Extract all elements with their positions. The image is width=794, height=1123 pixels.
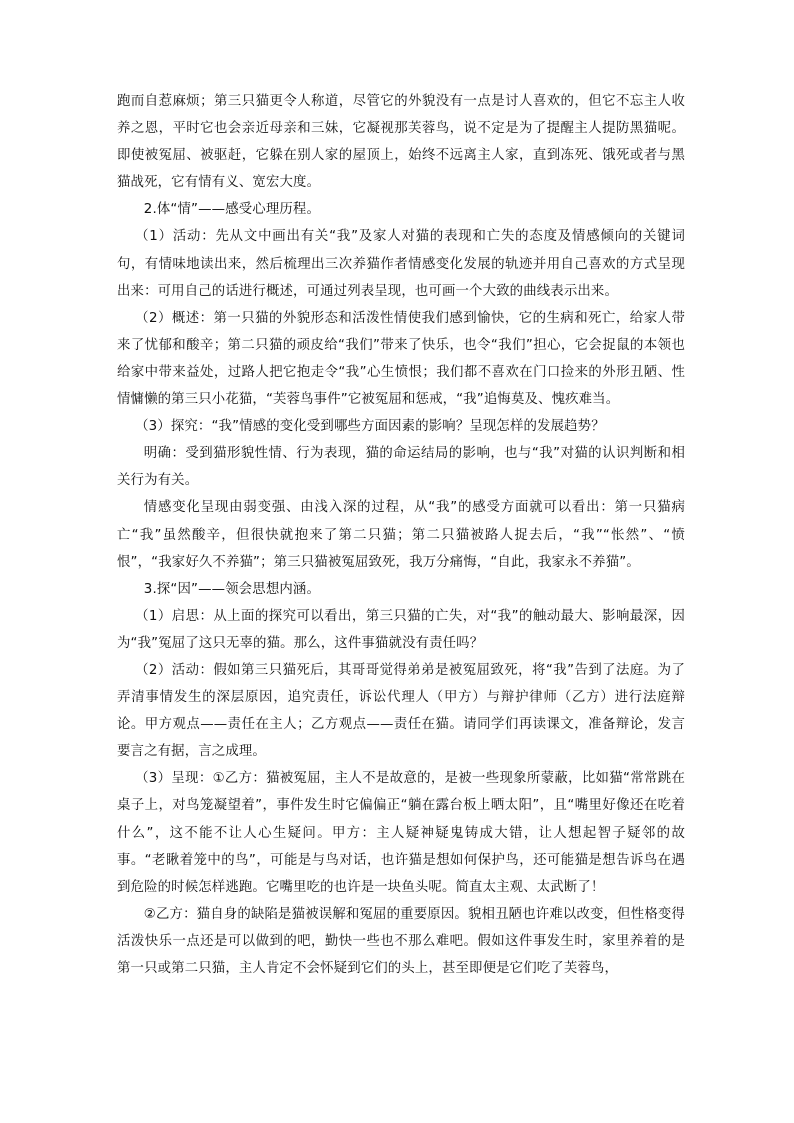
paragraph-emotion-change: 情感变化呈现由弱变强、由浅入深的过程，从“我”的感受方面就可以看出：第一只猫病亡“我”虽然酸辛，但很快就抱来了第二只猫；第二只猫被路人捉去后，“我”“怅然”、“愤恨”，“我家好久不养猫”；第三只猫被冤屈致死，我万分痛悔，“自此，我家永不养猫”。 xyxy=(117,500,685,570)
paragraph-activity-2: （2）活动：假如第三只猫死后，其哥哥觉得弟弟是被冤屈致死，将“我”告到了法庭。为了弄清事情发生的深层原因，追究责任，诉讼代理人（甲方）与辩护律师（乙方）进行法庭辩论。甲方观点——责任在主人；乙方观点——责任在猫。请同学们再读课文，准备辩论，发言要言之有据，言之成理。 xyxy=(117,662,685,760)
paragraph-clarification: 明确：受到猫形貌性情、行为表现，猫的命运结局的影响，也与“我”对猫的认识判断和相关行为有关。 xyxy=(117,446,685,489)
paragraph-defense-2: ②乙方：猫自身的缺陷是猫被误解和冤屈的重要原因。貌相丑陋也许难以改变，但性格变得活泼快乐一点还是可以做到的吧，勤快一些也不那么难吧。假如这件事发生时，家里养着的是第一只或第二只猫，主人肯定不会怀疑到它们的头上，甚至即便是它们吃了芙蓉鸟， xyxy=(117,906,685,976)
paragraph-presentation-3: （3）呈现：①乙方：猫被冤屈，主人不是故意的，是被一些现象所蒙蔽，比如猫“常常跳在桌子上，对鸟笼凝望着”，事件发生时它偏偏正“躺在露台板上晒太阳”，且“嘴里好像还在吃着什么”，这不能不让人心生疑问。甲方：主人疑神疑鬼铸成大错，让人想起智子疑邻的故事。“老瞅着笼中的鸟”，可能是与鸟对话，也许猫是想如何保护鸟，还可能猫是想告诉鸟在遇到危险的时候怎样逃跑。它嘴里吃的也许是一块鱼头呢。简直太主观、太武断了！ xyxy=(117,771,685,895)
paragraph-summary-2: （2）概述：第一只猫的外貌形态和活泼性情使我们感到愉快，它的生病和死亡，给家人带来了忧郁和酸辛；第二只猫的顽皮给“我们”带来了快乐，也令“我们”担心，它会捉鼠的本领也给家中带来益处，过路人把它抱走令“我”心生愤恨；我们都不喜欢在门口捡来的外形丑陋、性情慵懒的第三只小花猫，“芙蓉鸟事件”它被冤屈和惩戒，“我”追悔莫及、愧疚难当。 xyxy=(117,310,685,408)
paragraph-inquiry-3: （3）探究：“我”情感的变化受到哪些方面因素的影响？呈现怎样的发展趋势？ xyxy=(135,419,605,435)
paragraph-cat-comparison: 跑而自惹麻烦；第三只猫更令人称道，尽管它的外貌没有一点是讨人喜欢的，但它不忘主人收养之恩，平时它也会亲近母亲和三妹，它凝视那芙蓉鸟，说不定是为了提醒主人提防黑猫呢。即使被冤屈、被驱赶，它躲在别人家的屋顶上，始终不远离主人家，直到冻死、饿死或者与黑猫战死，它有情有义、宽宏大度。 xyxy=(117,94,685,191)
document-page xyxy=(117,88,685,982)
section-heading-cause: 3.探“因”——领会思想内涵。 xyxy=(143,581,320,597)
paragraph-reflection-1: （1）启思：从上面的探究可以看出，第三只猫的亡失，对“我”的触动最大、影响最深，因为“我”冤屈了这只无辜的猫。那么，这件事猫就没有责任吗？ xyxy=(117,608,685,651)
paragraph-activity-1: （1）活动：先从文中画出有关“我”及家人对猫的表现和亡失的态度及情感倾向的关键词句，有情味地读出来，然后梳理出三次养猫作者情感变化发展的轨迹并用自己喜欢的方式呈现出来：可用自己的话进行概述，可通过列表呈现，也可画一个大致的曲线表示出来。 xyxy=(117,229,685,299)
section-heading-feeling: 2.体“情”——感受心理历程。 xyxy=(143,202,320,218)
